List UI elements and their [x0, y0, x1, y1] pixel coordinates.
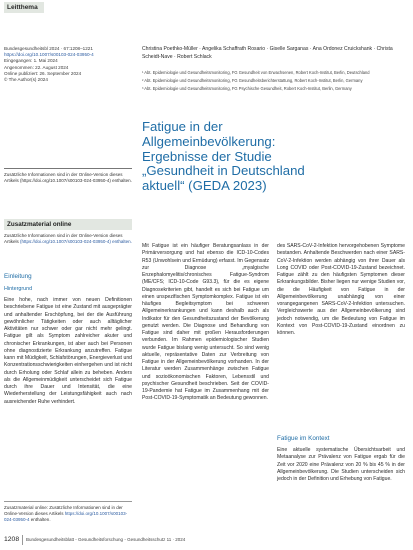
title-line: Fatigue in der: [142, 119, 223, 134]
section-label: Leitthema: [4, 2, 44, 13]
article-title: [142, 120, 400, 194]
title-line: „Gesundheit in Deutschland: [142, 163, 305, 179]
page-number: 1208: [4, 536, 20, 543]
supplementary-doi[interactable]: (https://doi.org/10.1007/s00103-024-03950-4) enthalten.: [20, 239, 132, 245]
section-header-bar: [0, 0, 413, 14]
footnote-divider: [4, 501, 132, 502]
affiliation-1: ¹ Abt. Epidemiologie und Gesundheitsmonitoring, FG Gesundheit von Erwachsenen, Robert Koch-Institut, Berlin, Deutschland: [142, 70, 370, 75]
journal-reference: Bundesgesundheitsbl 2024 · 67:1208–1221: [4, 46, 93, 51]
online-info-note: [4, 172, 132, 184]
title-line: Ergebnisse der Studie: [142, 148, 272, 164]
copyright: © The Author(s) 2024: [4, 77, 48, 83]
received-date: Eingegangen: 1. Mai 2024: [4, 58, 58, 64]
doi-link[interactable]: https://doi.org/10.1007/s00103-024-03950-4: [4, 52, 94, 58]
title-line: aktuell“ (GEDA 2023): [142, 178, 267, 194]
intro-subheading: Hintergrund: [4, 286, 33, 292]
footer-separator: [22, 535, 23, 545]
online-info-doi[interactable]: (https://doi.org/10.1007/s00103-024-03950-4) enthalten.: [20, 178, 132, 184]
supplementary-title: Zusatzmaterial online: [4, 219, 132, 230]
page-footer: [0, 533, 413, 550]
intro-heading: Einleitung: [4, 273, 32, 280]
footnote: [4, 505, 132, 524]
affiliations: [142, 70, 400, 95]
supplementary-body: Zusätzliche Informationen sind in der Online-Version dieses Artikels: [4, 233, 123, 245]
footnote-text: Zusatzmaterial online: Zusätzliche Informationen sind in der Online-Version dieses Artikels: [4, 505, 123, 517]
online-info-text: Zusätzliche Informationen sind in der Online-Version dieses Artikels: [4, 172, 123, 184]
body-column-3-continued: Eine aktuelle systematische Übersichtsarbeit und Metaanalyse zur Prävalenz von Fatigue ergab für die Zeit vor 2020 eine Prävalenz von 20 % bis 45 % in der Allgemeinbevölkerung. Die Studien unterscheiden sich jedoch in der Definition und Erhebung von Fatigue.: [277, 447, 405, 482]
article-meta: [4, 46, 134, 83]
body-column-2: Mit Fatigue ist ein häufiger Beratungsanlass in der Primärversorgung und hat ebenso die ICD-10-Codes R53 (Unwohlsein und Ermüdung) erfasst. Im Gegensatz zur Diagnose „myalgische Enzephalomyelitis/chronisches Fatigue-Syndrom (ME/CFS; ICD-10-Code G93.3), für die es eigene Diagnosekriterien gibt, handelt es sich bei Fatigue um einen unspezifischen Symptomkomplex. Fatigue ist ein häufiges Begleitsymptom bei schweren Allgemeinerkrankungen und kann deshalb auch als Indikator für den Gesundheitszustand der Bevölkerung genutzt werden. Die Diagnose und Behandlung von Fatigue sind daher mit großen Herausforderungen verbunden. Im Rahmen epidemiologischer Studien wurde Fatigue bislang wenig untersucht. So sind wenig aktuelle, repräsentative Daten zur Verbreitung von Fatigue in der Allgemeinbevölkerung vorhanden. In der Literatur werden Zusammenhänge zwischen Fatigue und sozioökonomischen Faktoren, Lebensstil und psychischer Gesundheit beschrieben. Seit der COVID-19-Pandemie hat Fatigue im Zusammenhang mit der Post-COVID-19-Symptomatik an Bedeutung gewonnen.: [142, 243, 269, 402]
divider: [4, 168, 132, 169]
online-date: Online publiziert: 26. September 2024: [4, 70, 82, 76]
footnote-suffix: enthalten.: [30, 517, 51, 523]
footnote-doi[interactable]: https://doi.org/10.1007/s00103-024-03950-4: [4, 511, 128, 523]
supplementary-text: [4, 233, 132, 245]
author-list: Christina Poethko-Müller · Angelika Schaffrath Rosario · Giselle Sarganas · Ana Ordonez Cruickshank · Christa Scheidt-Nave · Robert Schlack: [142, 46, 393, 60]
affiliation-2: ² Abt. Epidemiologie und Gesundheitsmonitoring, FG Gesundheitsberichterstattung, Robert Koch-Institut, Berlin, Germany: [142, 78, 363, 84]
accepted-date: Angenommen: 22. August 2024: [4, 64, 69, 70]
column-3-heading: Fatigue im Kontext: [277, 435, 330, 442]
affiliation-3: ³ Abt. Epidemiologie und Gesundheitsmonitoring, FG Psychische Gesundheit, Robert Koch-Institut, Berlin, Germany: [142, 86, 352, 92]
journal-name: Bundesgesundheitsblatt - Gesundheitsforschung - Gesundheitsschutz 11 · 2024: [26, 537, 186, 542]
body-column-3: des SARS-CoV-2-Infektion hervorgehobenen Symptome bestanden. Anhaltende Beschwerden nach einer SARS-CoV-2-Infektion werden abhängig von ihrer Dauer als Long COVID oder Post-COVID-19-Zustand bezeichnet. Fatigue zählt zu den häufigsten Symptomen dieser Erkrankungsbilder. Bisher liegen nur wenige Studien vor, die die Häufigkeit von Fatigue in der Allgemeinbevölkerung unabhängig von einer vorangegangenen SARS-CoV-2-Infektion untersuchen. Vergleichswerte aus der Allgemeinbevölkerung sind jedoch notwendig, um die Bedeutung von Fatigue im Kontext von Post-COVID-19-Zustand einordnen zu können.: [277, 243, 405, 336]
intro-paragraph: Eine hohe, nach immer von neuen Definitionen beschriebene Fatigue ist eine Zustand mit ausgeprägter und anhaltender Erschöpfung, bei der die Ausführung gewöhnlicher Tätigkeiten oder auch alltäglicher Aktivitäten nur schwer oder gar nicht mehr gelingt. Fatigue gilt als Symptom zahlreicher akuter und chronischer Erkrankungen, ist aber auch bei Personen ohne diagnostizierte Erkrankung anzutreffen. Fatigue kann mit Müdigkeit, Schlafstörungen, Energieverlust und Konzentrationsschwierigkeiten einhergehen und ist nicht durch Erholung oder Schlaf allein zu beheben. Anders als die Allgemeinmüdigkeit unterscheidet sich Fatigue durch ihre Dauer und Intensität, die eine Wiederherstellung der Leistungsfähigkeit auch nach ausreichender Ruhe verhindert.: [4, 297, 132, 405]
title-line: Allgemeinbevölkerung:: [142, 133, 276, 149]
